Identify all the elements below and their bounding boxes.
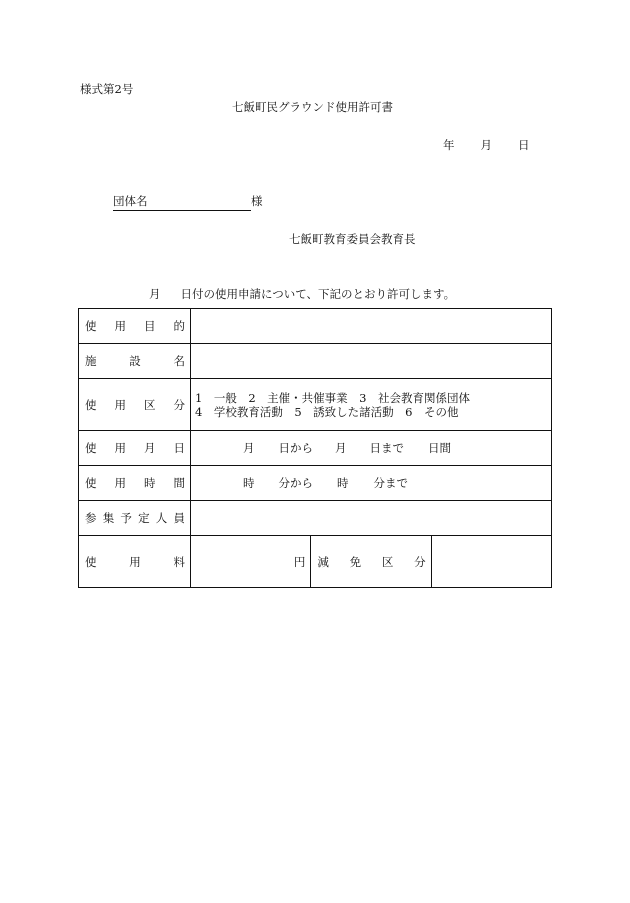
row-dates — [79, 431, 552, 466]
row-time — [79, 466, 552, 501]
time-label: 使 用 時 間 — [79, 466, 191, 501]
fee-amount-field[interactable] — [191, 536, 311, 588]
issuer: 七飯町教育委員会教育長 — [289, 232, 416, 246]
category-label: 使 用 区 分 — [79, 379, 191, 431]
time-from-hour: 時 — [243, 476, 255, 490]
category-options-line-1: 1 一般 2 主催・共催事業 3 社会教育関係団体 — [195, 390, 470, 405]
date-month: 月 — [480, 138, 492, 152]
purpose-label: 使 用 目 的 — [79, 309, 191, 344]
row-attendees — [79, 501, 552, 536]
date-to-day: 日まで — [369, 441, 404, 455]
exemption-field[interactable] — [431, 536, 551, 588]
form-number: 様式第2号 — [80, 82, 134, 96]
attendees-label: 参 集 予 定 人 員 — [79, 501, 191, 536]
time-to-minute: 分まで — [373, 476, 408, 490]
facility-field[interactable] — [191, 344, 552, 379]
intro-text: 日付の使用申請について、下記のとおり許可します。 — [180, 287, 456, 301]
date-from-day: 日から — [278, 441, 313, 455]
honorific: 様 — [251, 194, 263, 208]
date-to-month: 月 — [335, 441, 347, 455]
dates-label: 使 用 月 日 — [79, 431, 191, 466]
date-from-month: 月 — [243, 441, 255, 455]
row-facility — [79, 344, 552, 379]
permit-table — [78, 308, 552, 588]
time-from-minute: 分から — [278, 476, 313, 490]
organization-line — [113, 193, 263, 211]
purpose-field[interactable] — [191, 309, 552, 344]
facility-label: 施 設 名 — [79, 344, 191, 379]
fee-label: 使 用 料 — [79, 536, 191, 588]
row-fee — [79, 536, 552, 588]
row-purpose — [79, 309, 552, 344]
category-options[interactable] — [191, 379, 552, 431]
attendees-field[interactable] — [191, 501, 552, 536]
row-category — [79, 379, 552, 431]
intro-month: 月 — [149, 287, 161, 301]
time-field[interactable] — [191, 466, 552, 501]
category-options-line-2: 4 学校教育活動 5 誘致した諸活動 6 その他 — [195, 404, 459, 419]
exemption-label: 減 免 区 分 — [311, 536, 431, 588]
date-year: 年 — [443, 138, 455, 152]
time-to-hour: 時 — [337, 476, 349, 490]
issue-date — [443, 137, 530, 153]
dates-field[interactable] — [191, 431, 552, 466]
organization-label: 団体名 — [113, 194, 148, 208]
date-day: 日 — [518, 138, 530, 152]
date-days: 日間 — [428, 441, 451, 455]
intro-sentence — [149, 286, 455, 302]
fee-unit: 円 — [293, 554, 306, 569]
organization-name-field[interactable] — [113, 193, 251, 211]
document-title: 七飯町民グラウンド使用許可書 — [232, 100, 393, 114]
